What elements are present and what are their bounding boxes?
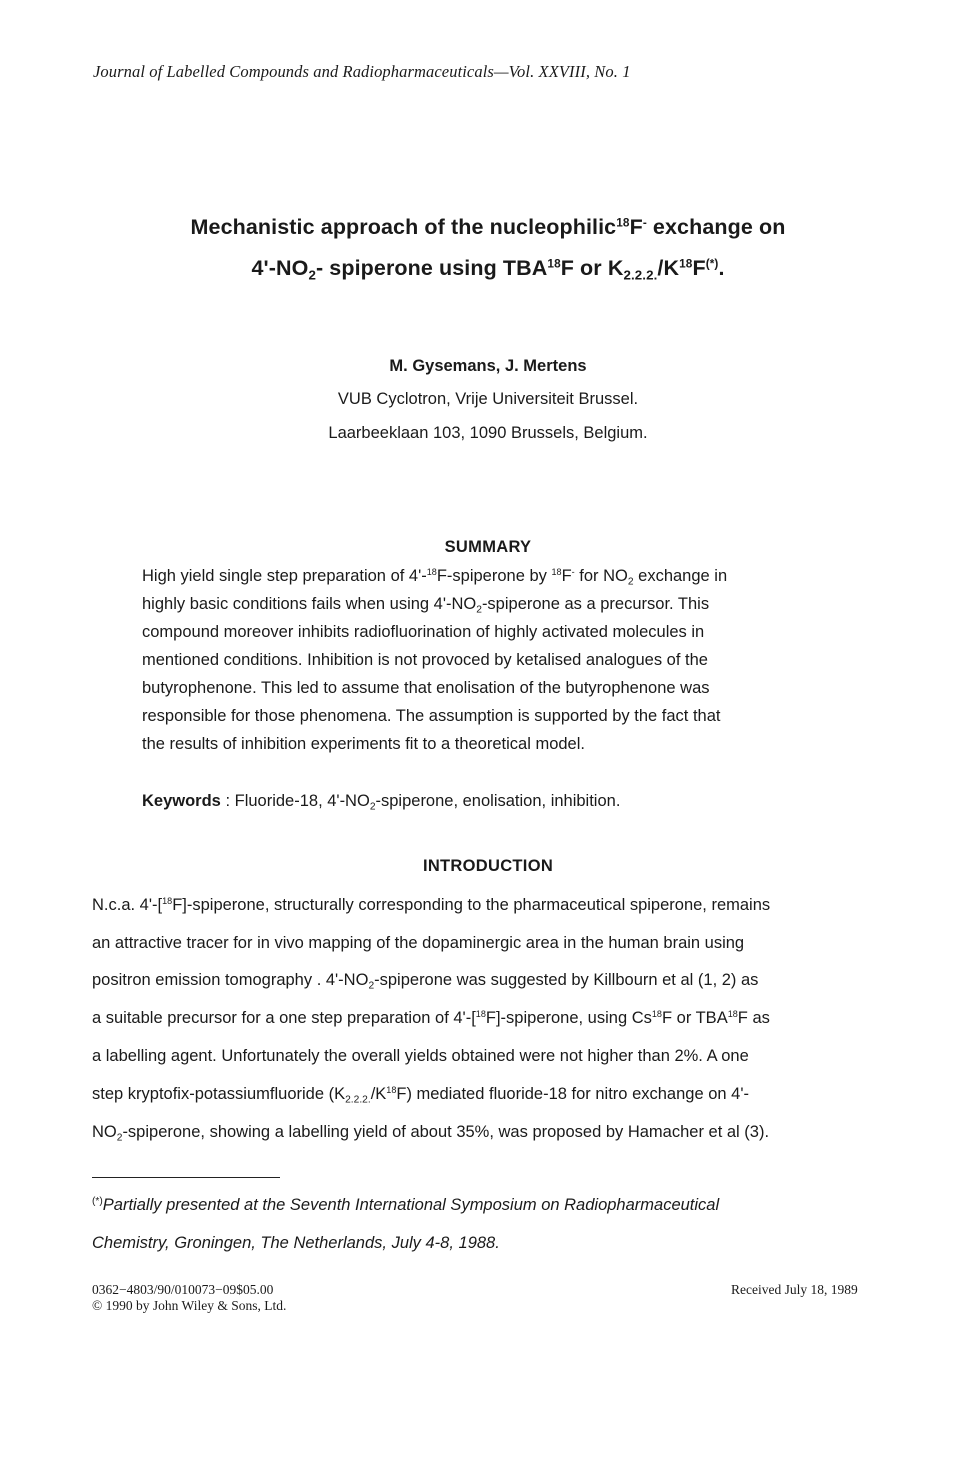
introduction-line: N.c.a. 4'-[$^{18}$F]-spiperone, structurally corresponding to the pharmaceutical spiperone, remains [92,896,771,914]
introduction-line: step kryptofix-potassiumfluoride $(K_{2.2.2.}/K^{18}F)$ mediated fluoride-18 for nitro exchange on 4'- [92,1085,749,1106]
summary-line: mentioned conditions. Inhibition is not provoced by ketalised analogues of the [142,651,708,669]
authors: M. Gysemans, J. Mertens [389,357,587,375]
affiliation-line-1: VUB Cyclotron, Vrije Universiteit Brussel. [337,390,639,408]
keywords-label: Keywords [142,792,221,810]
received-date: Received July 18, 1989 [731,1282,858,1297]
footnote-line-1: (*)Partially presented at the Seventh International Symposium on Radiopharmaceutical [92,1195,720,1214]
introduction-line: a suitable precursor for a one step preparation of 4'-[$^{18}$F]-spiperone, using Cs$^{18}$F or TBA$^{18}$F as [92,1009,770,1027]
summary-heading: SUMMARY [444,538,532,556]
summary-line: responsible for those phenomena. The assumption is supported by the fact that [142,707,721,725]
summary-line: butyrophenone. This led to assume that enolisation of the butyrophenone was [142,679,710,697]
footnote-mark: (*) [92,1195,103,1207]
affiliation-line-2: Laarbeeklaan 103, 1090 Brussels, Belgium. [328,424,648,442]
introduction-heading: INTRODUCTION [422,857,554,875]
introduction-line: positron emission tomography . $4'-NO_2$-spiperone was suggested by Killbourn et al (1, 2) as [92,971,759,992]
introduction-line: an attractive tracer for in vivo mapping of the dopaminergic area in the human brain using [92,934,745,952]
footnote-line-2: Chemistry, Groningen, The Netherlands, July 4-8, 1988. [92,1234,500,1252]
copyright-notice: © 1990 by John Wiley & Sons, Ltd. [92,1298,287,1313]
article-title-line-2: $4'-NO_2-$ spiperone using TBA$^{18}$F or $K_{2.2.2.}/K^{18}F^{(*)}$. [251,256,725,283]
article-title-line-1: Mechanistic approach of the nucleophilic$^{18}$F- exchange on [190,215,786,239]
introduction-line: $NO_2$-spiperone, showing a labelling yield of about 35%, was proposed by Hamacher et al (3). [92,1123,770,1144]
footnote-rule [92,1177,280,1178]
summary-line: High yield single step preparation of 4'-$^{18}$F-spiperone by $^{18}$F- for $NO_2$ exchange in [142,567,728,588]
summary-line: compound moreover inhibits radiofluorination of highly activated molecules in [142,623,705,641]
introduction-line: a labelling agent. Unfortunately the overall yields obtained were not higher than 2%. A one [92,1047,749,1065]
summary-line: highly basic conditions fails when using $4'-NO_2$-spiperone as a precursor. This [142,595,710,616]
summary-line: the results of inhibition experiments fit to a theoretical model. [142,735,585,753]
running-head: Journal of Labelled Compounds and Radiopharmaceuticals—Vol. XXVIII, No. 1 [93,62,631,81]
keywords: Keywords : Fluoride-18, $4'-NO_2$-spiperone, enolisation, inhibition. [142,792,621,813]
article-code: 0362−4803/90/010073−09$05.00 [92,1282,274,1297]
